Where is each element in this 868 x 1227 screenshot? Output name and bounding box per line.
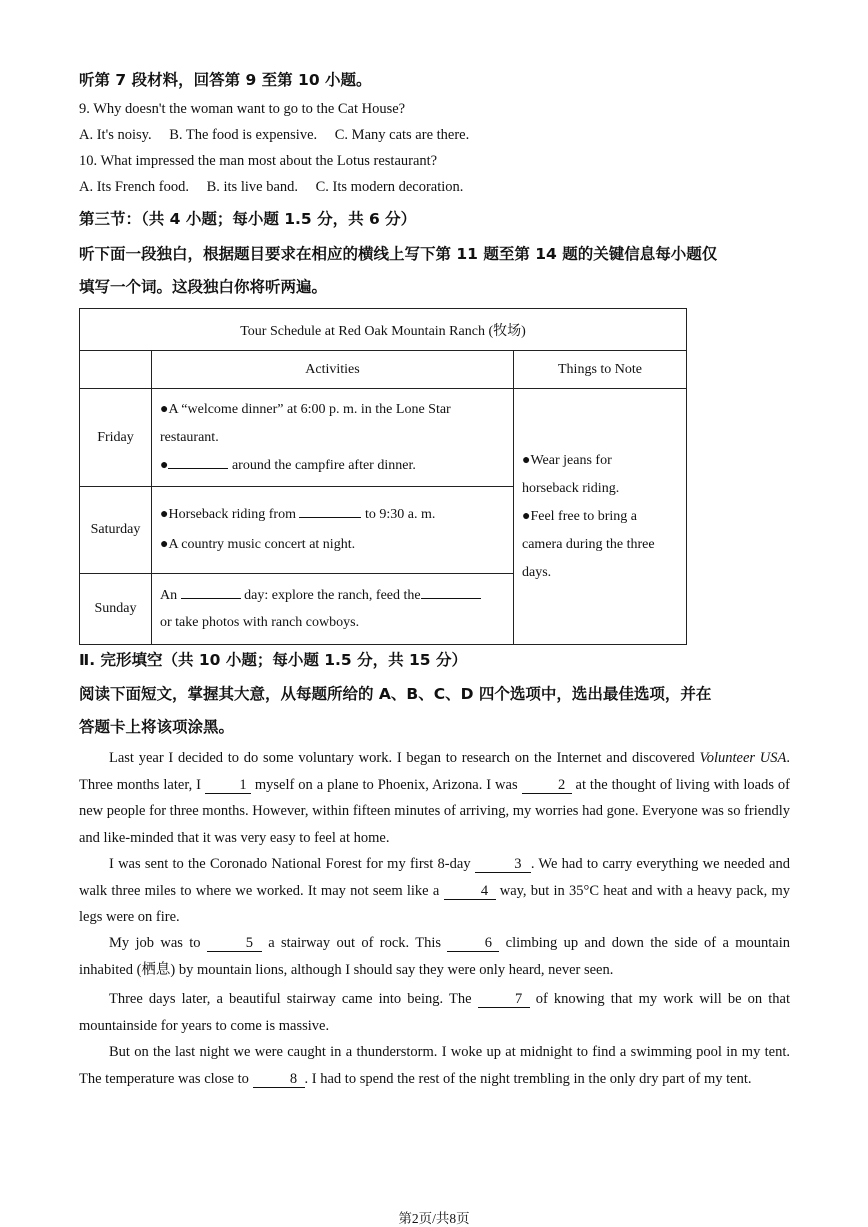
tour-schedule-table: [79, 308, 687, 645]
cloze-blank-3[interactable]: 3: [475, 856, 531, 873]
note-line: horseback riding.: [522, 480, 620, 496]
note-line: days.: [522, 564, 552, 580]
day-sunday: Sunday: [80, 574, 152, 645]
cloze-blank-8[interactable]: 8: [253, 1071, 305, 1088]
day-saturday: Saturday: [80, 487, 152, 574]
sunday-line2: or take photos with ranch cowboys.: [160, 615, 360, 630]
note-line: ●Wear jeans for: [522, 452, 612, 468]
q9-option-a[interactable]: A. It's noisy.: [79, 127, 152, 143]
friday-line3: ● around the campfire after dinner.: [160, 452, 505, 480]
q10-options: [79, 179, 477, 196]
passage-paragraph-1: Last year I decided to do some voluntary work. I began to research on the Internet and discovered Volunteer USA. Three months later, I 1 myself on a plane to Phoenix, Arizona. I was 2 at the thought of living with loads of new people for three months. However, within fifteen minutes of arriving, my worries had gone. Everyone was so friendly and like-minded that it was very easy to feel at home.: [79, 750, 791, 846]
day-friday: Friday: [80, 389, 152, 487]
q10-question: 10. What impressed the man most about the Lotus restaurant?: [79, 153, 438, 169]
passage-paragraph-3: My job was to 5 a stairway out of rock. This 6 climbing up and down the side of a mountain inhabited (栖息) by mountain lions, although I should say they were only heard, never seen.: [79, 935, 790, 978]
friday-line2: restaurant.: [160, 429, 219, 445]
q9-question: 9. Why doesn't the woman want to go to the Cat House?: [79, 101, 406, 117]
passage-paragraph-2: I was sent to the Coronado National Forest for my first 8-day 3 . We had to carry everything we needed and walk three miles to where we worked. It may not seem like a 4 way, but in 35°C heat and with a heavy pack, my legs were on fire.: [79, 856, 790, 925]
table-caption: Tour Schedule at Red Oak Mountain Ranch (牧场): [80, 309, 687, 351]
part2-heading: Ⅱ. 完形填空（共 10 小题；每小题 1.5 分，共 15 分）: [79, 651, 467, 669]
cloze-blank-5[interactable]: 5: [207, 935, 262, 952]
part3-heading: 第三节：（共 4 小题；每小题 1.5 分，共 6 分）: [79, 210, 417, 228]
section7-heading: 听第 7 段材料，回答第 9 至第 10 小题。: [79, 71, 372, 89]
cloze-blank-1[interactable]: 1: [205, 777, 251, 794]
part2-instruction-line1: 阅读下面短文，掌握其大意，从每题所给的 A、B、C、D 四个选项中，选出最佳选项，并在: [79, 685, 712, 703]
things-to-note: [514, 389, 687, 645]
saturday-activities: [152, 487, 514, 574]
answer-blank-11[interactable]: [168, 454, 228, 469]
answer-blank-13[interactable]: [181, 584, 241, 599]
passage-paragraph-4: Three days later, a beautiful stairway came into being. The 7 of knowing that my work will be on that mountainside for years to come is massive.: [79, 991, 791, 1034]
note-line: ●Feel free to bring a: [522, 508, 637, 524]
sunday-line1: An day: explore the ranch, feed the: [160, 582, 505, 609]
passage-paragraph-5: But on the last night we were caught in a thunderstorm. I woke up at midnight to find a swimming pool in my tent. The temperature was close to 8 . I had to spend the rest of the night trembling in the only dry part of my tent.: [79, 1044, 790, 1087]
q9-options: [79, 127, 483, 144]
table-header-empty: [80, 351, 152, 389]
saturday-line2: ●A country music concert at night.: [160, 537, 356, 552]
friday-line1: ●A “welcome dinner” at 6:00 p. m. in the Lone Star: [160, 401, 451, 417]
q10-option-b[interactable]: B. its live band.: [206, 179, 299, 195]
friday-activities: [152, 389, 514, 487]
answer-blank-14[interactable]: [421, 584, 481, 599]
table-header-notes: Things to Note: [514, 351, 687, 389]
answer-blank-12[interactable]: [299, 503, 361, 518]
cloze-blank-7[interactable]: 7: [478, 991, 530, 1008]
q9-option-c[interactable]: C. Many cats are there.: [334, 127, 470, 143]
cloze-blank-2[interactable]: 2: [522, 777, 572, 794]
cloze-blank-4[interactable]: 4: [444, 883, 496, 900]
part3-instruction-line1: 听下面一段独白，根据题目要求在相应的横线上写下第 11 题至第 14 题的关键信息每小题仅: [79, 245, 718, 263]
q10-option-a[interactable]: A. Its French food.: [79, 179, 189, 195]
saturday-line1: ●Horseback riding from to 9:30 a. m.: [160, 500, 505, 530]
q9-option-b[interactable]: B. The food is expensive.: [169, 127, 318, 143]
table-header-activities: Activities: [152, 351, 514, 389]
sunday-activities: [152, 574, 514, 645]
q10-option-c[interactable]: C. Its modern decoration.: [315, 179, 464, 195]
cloze-blank-6[interactable]: 6: [447, 935, 499, 952]
note-line: camera during the three: [522, 536, 655, 552]
part2-instruction-line2: 答题卡上将该项涂黑。: [79, 718, 235, 736]
page-footer: 第2页/共8页: [398, 1211, 470, 1226]
part3-instruction-line2: 填写一个词。这段独白你将听两遍。: [79, 278, 328, 296]
